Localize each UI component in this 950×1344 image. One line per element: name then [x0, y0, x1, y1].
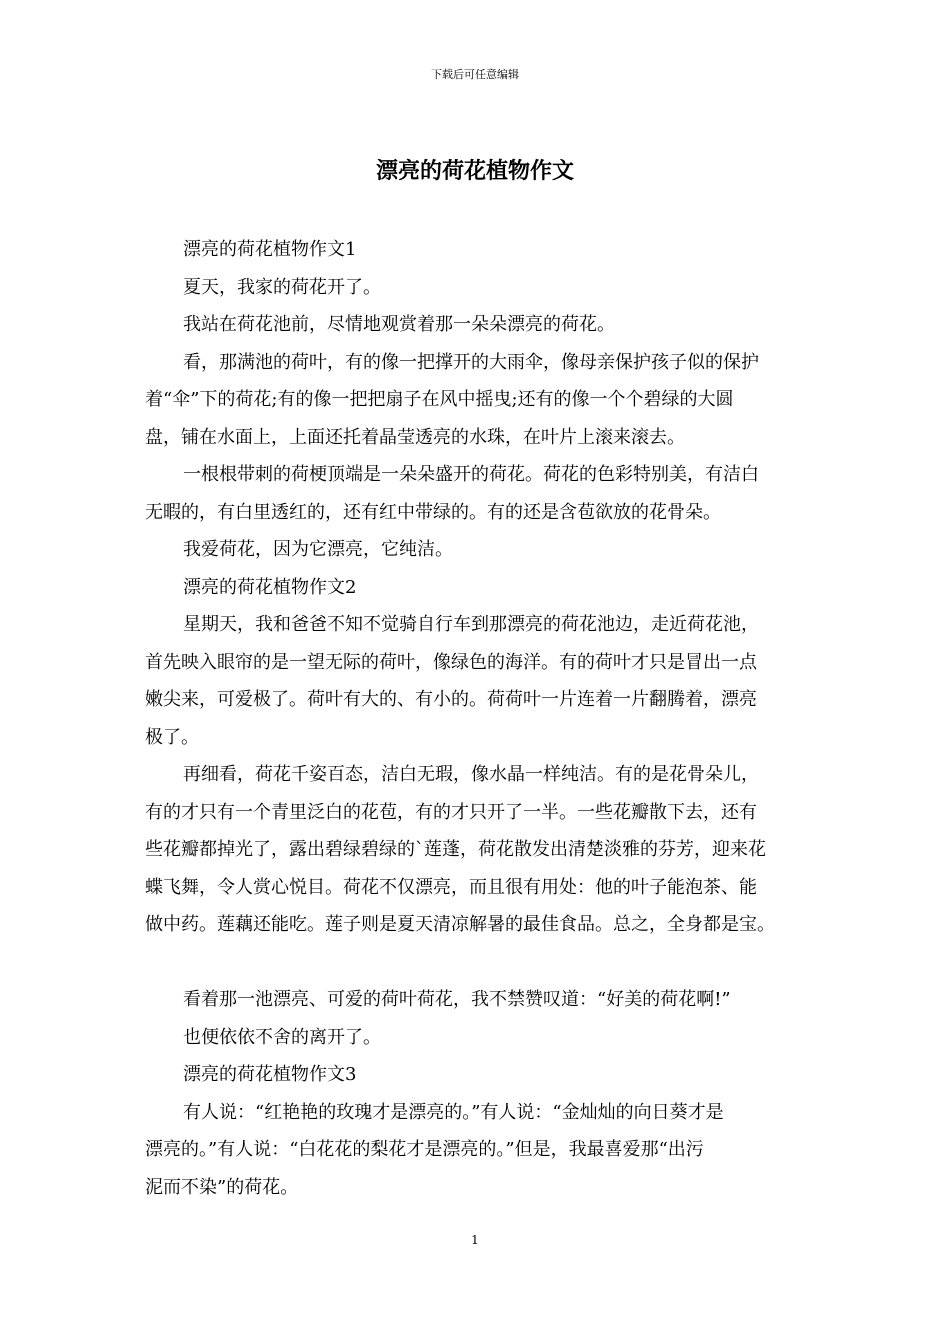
blank-line: [145, 944, 821, 982]
paragraph-line: 首先映入眼帘的是一望无际的荷叶，像绿色的海洋。有的荷叶才只是冒出一点: [145, 651, 757, 673]
paragraph-line: 盘，铺在水面上，上面还托着晶莹透亮的水珠，在叶片上滚来滚去。: [145, 426, 685, 448]
section-heading-3: 漂亮的荷花植物作文3: [183, 1064, 357, 1085]
paragraph-line: 也便依依不舍的离开了。: [183, 1026, 381, 1048]
paragraph-line: 无暇的，有白里透红的，还有红中带绿的。有的还是含苞欲放的花骨朵。: [145, 501, 721, 523]
paragraph-line: 再细看，荷花千姿百态，洁白无瑕，像水晶一样纯洁。有的是花骨朵儿，: [183, 764, 759, 785]
paragraph-line: 星期天，我和爸爸不知不觉骑自行车到那漂亮的荷花池边，走近荷花池，: [183, 614, 759, 635]
paragraph-line: 我站在荷花池前，尽情地观赏着那一朵朵漂亮的荷花。: [183, 314, 615, 335]
document-body: [145, 231, 821, 1206]
paragraph-line: 做中药。莲藕还能吃。莲子则是夏天清凉解暑的最佳食品。总之，全身都是宝。: [145, 914, 775, 935]
section-heading-2: 漂亮的荷花植物作文2: [183, 576, 357, 598]
header-note: 下载后可任意编辑: [431, 68, 519, 81]
paragraph-line: 看，那满池的荷叶，有的像一把撑开的大雨伞，像母亲保护孩子似的保护: [183, 351, 759, 373]
paragraph-line: 极了。: [145, 726, 199, 748]
paragraph-line: 蝶飞舞，令人赏心悦目。荷花不仅漂亮，而且很有用处：他的叶子能泡茶、能: [145, 876, 757, 898]
page-number: 1: [471, 1233, 479, 1247]
paragraph-line: 泥而不染”的荷花。: [145, 1176, 299, 1198]
paragraph-line: 有人说：“红艳艳的玫瑰才是漂亮的。”有人说：“金灿灿的向日葵才是: [183, 1101, 724, 1123]
section-heading-1: 漂亮的荷花植物作文1: [183, 239, 357, 260]
paragraph-line: 漂亮的。”有人说：“白花花的梨花才是漂亮的。”但是，我最喜爱那“出污: [145, 1139, 704, 1160]
document-title: 漂亮的荷花植物作文: [375, 158, 574, 184]
paragraph-line: 夏天，我家的荷花开了。: [183, 276, 381, 298]
paragraph-line: 我爱荷花，因为它漂亮，它纯洁。: [183, 539, 453, 560]
paragraph-line: 些花瓣都掉光了，露出碧绿碧绿的`莲蓬，荷花散发出清楚淡雅的芬芳，迎来花: [145, 839, 766, 860]
paragraph-line: 着“伞”下的荷花;有的像一把把扇子在风中摇曳;还有的像一个个碧绿的大圆: [145, 389, 734, 410]
paragraph-line: 嫩尖来，可爱极了。荷叶有大的、有小的。荷荷叶一片连着一片翻腾着，漂亮: [145, 689, 757, 710]
paragraph-line: 看着那一池漂亮、可爱的荷叶荷花，我不禁赞叹道：“好美的荷花啊!”: [183, 989, 731, 1010]
paragraph-line: 一根根带刺的荷梗顶端是一朵朵盛开的荷花。荷花的色彩特别美，有洁白: [183, 464, 759, 485]
paragraph-line: 有的才只有一个青里泛白的花苞，有的才只开了一半。一些花瓣散下去，还有: [145, 801, 757, 823]
